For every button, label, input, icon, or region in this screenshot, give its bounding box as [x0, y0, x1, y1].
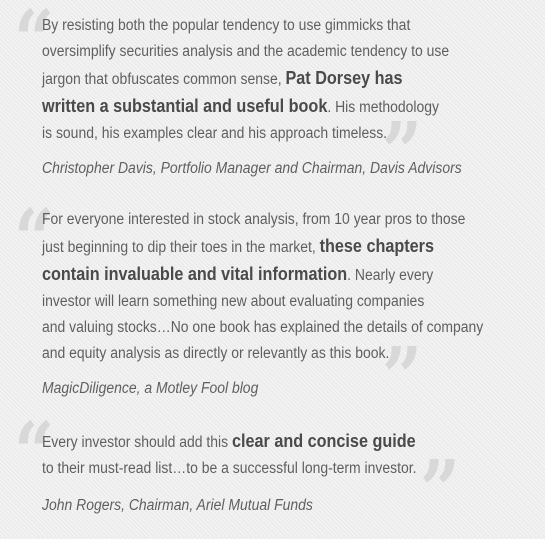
quote-highlight: contain invaluable and vital information	[42, 264, 348, 284]
quote-text	[42, 428, 416, 482]
quote-highlight: clear and concise guide	[231, 431, 416, 451]
quote-text-segment: . His methodology	[327, 99, 439, 116]
quote-text-segment: oversimplify securities analysis and the academic tendency to use	[42, 43, 450, 60]
open-quote-icon: “	[14, 0, 46, 89]
quote-text-segment: to their must-read list…to be a successful long-term investor.	[42, 460, 417, 477]
quote-text-segment: is sound, his examples clear and his approach timeless.	[42, 125, 388, 142]
quote-line	[42, 233, 483, 261]
quote-text-segment: Every investor should add this	[42, 434, 232, 451]
quote-line	[42, 315, 483, 341]
quote-text-segment: just beginning to dip their toes in the market,	[42, 239, 320, 256]
quote-text-segment: and equity analysis as directly or relevantly as this book.	[42, 345, 390, 362]
close-quote-icon: ”	[382, 105, 414, 201]
close-quote-icon: ”	[420, 443, 452, 539]
quote-text	[42, 207, 483, 367]
quote-attribution: Christopher Davis, Portfolio Manager and Chairman, Davis Advisors	[42, 160, 462, 177]
quote-text-segment: jargon that obfuscates common sense,	[42, 71, 286, 88]
quote-line	[42, 456, 416, 482]
quote-line	[42, 13, 449, 39]
open-quote-icon: “	[14, 192, 46, 288]
quote-text-segment: For everyone interested in stock analysis, from 10 year pros to those	[42, 211, 466, 228]
quote-line	[42, 39, 449, 65]
quote-text-segment: investor will learn something new about evaluating companies	[42, 293, 425, 310]
quote-attribution: MagicDiligence, a Motley Fool blog	[42, 380, 259, 397]
close-quote-icon: ”	[382, 330, 414, 426]
quote-highlight: written a substantial and useful book	[42, 96, 328, 116]
quote-line	[42, 65, 449, 93]
quote-line	[42, 341, 483, 367]
quote-line	[42, 289, 483, 315]
quote-text-segment: By resisting both the popular tendency to use gimmicks that	[42, 17, 411, 34]
quote-highlight: Pat Dorsey has	[285, 68, 403, 88]
quote-text-segment: and valuing stocks…No one book has explained the details of company	[42, 319, 484, 336]
open-quote-icon: “	[14, 405, 46, 501]
quote-text-segment: . Nearly every	[347, 267, 434, 284]
quote-line	[42, 428, 416, 456]
quote-highlight: these chapters	[319, 236, 434, 256]
quote-line	[42, 261, 483, 289]
quote-line	[42, 207, 483, 233]
quote-attribution: John Rogers, Chairman, Ariel Mutual Funds	[42, 497, 313, 514]
